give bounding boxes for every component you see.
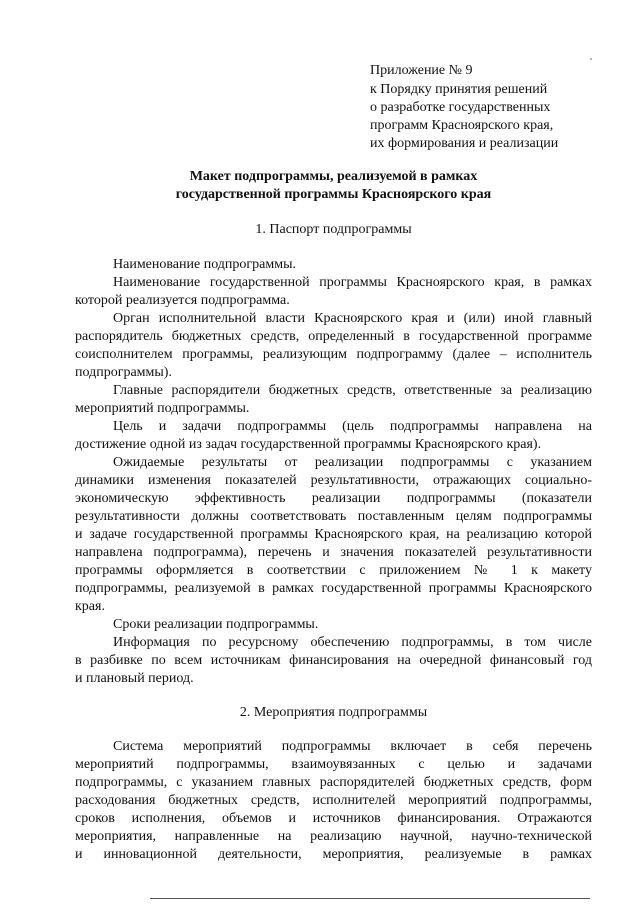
text-line: расходования бюджетных средств, исполнителей мероприятий подпрограммы, xyxy=(75,793,592,808)
text-line: и задаче государственной программы Красноярского края, на реализацию которой xyxy=(75,527,592,542)
appendix-line: к Порядку принятия решений xyxy=(370,82,548,97)
text-line: соисполнителем программы, реализующим подпрограмму (далее – исполнитель xyxy=(75,347,592,362)
text-line: мероприятия, направленные на реализацию научной, научно-технической xyxy=(75,829,592,844)
appendix-line: программ Красноярского края, xyxy=(370,118,554,133)
text-line: края. xyxy=(75,599,105,614)
text-line: динамики изменения показателей результативности, отражающих социально- xyxy=(75,473,592,488)
appendix-line: о разработке государственных xyxy=(370,100,551,115)
text-line: подпрограммы, с указанием главных распорядителей бюджетных средств, форм xyxy=(75,775,592,790)
text-line: программы оформляется в соответствии с приложением № 1 к макету xyxy=(75,563,592,578)
text-line: подпрограммы, реализуемой в рамках государственной программы Красноярского xyxy=(75,581,592,596)
text-line: Информация по ресурсному обеспечению подпрограммы, в том числе xyxy=(113,635,592,650)
text-line: Главные распорядители бюджетных средств, ответственные за реализацию xyxy=(113,383,592,398)
document-title: государственной программы Красноярского края xyxy=(175,187,492,202)
text-line: распорядитель бюджетных средств, определенный в государственной программе xyxy=(75,329,592,344)
text-line: мероприятий подпрограммы. xyxy=(75,401,250,416)
text-line: Наименование государственной программы Красноярского края, в рамках xyxy=(113,275,592,290)
text-line: которой реализуется подпрограмма. xyxy=(75,293,290,308)
text-line: экономическую эффективность реализации подпрограммы (показатели xyxy=(75,491,592,506)
text-line: Наименование подпрограммы. xyxy=(113,257,297,272)
text-line: мероприятий подпрограммы, взаимоувязанных с целью и задачами xyxy=(75,757,592,772)
text-line: достижение одной из задач государственной программы Красноярского края). xyxy=(75,437,542,452)
text-line: и инновационной деятельности, мероприятия, реализуемые в рамках xyxy=(75,847,592,862)
appendix-number: Приложение № 9 xyxy=(370,63,473,78)
text-line: в разбивке по всем источникам финансирования на очередной финансовый год xyxy=(75,653,592,668)
text-line: направлена подпрограмма), перечень и значения показателей результативности xyxy=(75,545,592,560)
document-title: Макет подпрограммы, реализуемой в рамках xyxy=(189,169,478,184)
page-bottom-rule xyxy=(150,898,590,899)
text-line: результативности должны соответствовать поставленным целям подпрограммы xyxy=(75,509,592,524)
text-line: Ожидаемые результаты от реализации подпрограммы с указанием xyxy=(113,455,592,470)
appendix-line: их формирования и реализации xyxy=(370,136,559,151)
text-line: Система мероприятий подпрограммы включает в себя перечень xyxy=(113,739,592,754)
section-heading: 1. Паспорт подпрограммы xyxy=(255,222,412,237)
text-line: Сроки реализации подпрограммы. xyxy=(113,617,319,632)
text-line: Орган исполнительной власти Красноярского края и (или) иной главный xyxy=(113,311,592,326)
text-line: подпрограммы). xyxy=(75,365,172,380)
text-line: Цель и задачи подпрограммы (цель подпрограммы направлена на xyxy=(113,419,592,434)
text-line: и плановый период. xyxy=(75,671,194,686)
section-heading: 2. Мероприятия подпрограммы xyxy=(239,705,428,720)
text-line: сроков исполнения, объемов и источников финансирования. Отражаются xyxy=(75,811,592,826)
scan-speck xyxy=(590,58,592,60)
